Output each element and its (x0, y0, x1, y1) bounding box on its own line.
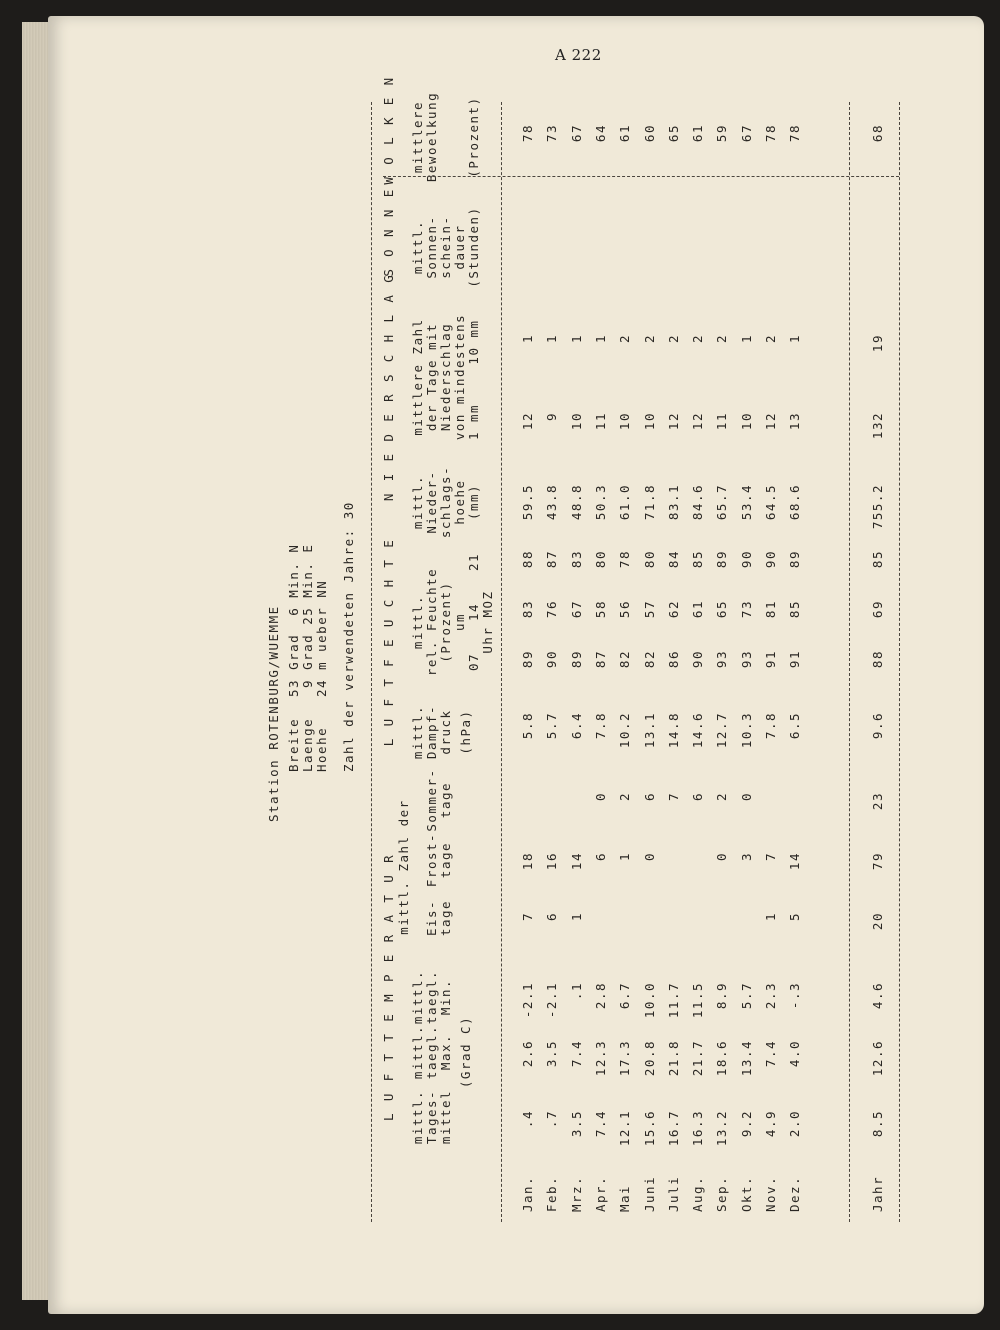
header-max: mittl. taegl. Max. (410, 1024, 453, 1080)
cell-mittel: 13.2 (714, 1110, 730, 1147)
cell-dampf: 6.4 (568, 712, 584, 740)
station-title: Station ROTENBURG/WUEMME (266, 605, 281, 822)
cell-f14: 69 (870, 600, 885, 619)
header-10mm: 10 mm (466, 319, 481, 365)
cell-dampf: 6.5 (787, 712, 803, 740)
cell-f14: 58 (592, 600, 608, 619)
cell-month: Feb. (544, 1175, 560, 1212)
cell-f14: 57 (641, 600, 657, 619)
cell-f14: 73 (738, 600, 754, 619)
cell-max: 17.3 (617, 1040, 633, 1077)
cell-n10: 1 (787, 334, 803, 344)
coord-value-breite: 53 Grad 6 Min. N (286, 543, 301, 697)
cell-n1: 132 (870, 412, 885, 440)
cell-nhoehe: 43.8 (544, 484, 560, 521)
cell-nhoehe: 68.6 (787, 484, 803, 521)
cell-dampf: 5.8 (520, 712, 535, 740)
cell-n1: 12 (520, 412, 535, 431)
cell-f21: 85 (690, 550, 706, 569)
cell-f14: 65 (714, 600, 730, 619)
cell-nhoehe: 64.5 (763, 484, 778, 521)
coord-label-hoehe: Hoehe (314, 726, 329, 772)
cell-f14: 85 (787, 600, 803, 619)
cell-min: 5.7 (738, 982, 754, 1010)
cell-mittel: 7.4 (592, 1110, 608, 1138)
header-min: mittl. taegl. Min. (410, 969, 453, 1025)
cell-month: Okt. (738, 1175, 754, 1212)
header-rule (501, 102, 502, 1222)
cell-mittel: 8.5 (870, 1110, 885, 1138)
cell-sommer: 23 (870, 792, 885, 811)
header-feuchte-07: 07 (466, 652, 481, 672)
cell-month: Mai (617, 1184, 633, 1212)
cell-sommer: 6 (641, 792, 657, 802)
cell-f07: 86 (665, 650, 681, 669)
cell-frost: 6 (592, 852, 608, 862)
cell-eis: 6 (544, 912, 560, 922)
cell-f14: 56 (617, 600, 633, 619)
header-sonnenschein: mittl. Sonnen- schein- dauer (410, 215, 467, 279)
cell-n1: 12 (665, 412, 681, 431)
header-mm: (mm) (466, 483, 481, 521)
cell-n1: 10 (568, 412, 584, 431)
cell-n10: 2 (617, 334, 633, 344)
cell-n1: 10 (617, 412, 633, 431)
cell-wolken: 67 (568, 124, 584, 143)
cell-n10: 2 (641, 334, 657, 344)
cell-dampf: 7.8 (763, 712, 778, 740)
group-sonne: S O N N E (381, 187, 396, 277)
cell-min: 10.0 (641, 982, 657, 1019)
cell-frost: 18 (520, 852, 535, 871)
header-tage-mit: mittlere Zahl der Tage mit Niederschlag von mindestens (410, 313, 467, 441)
cell-month: Mrz. (568, 1175, 584, 1212)
header-feuchte: mittl. rel. Feuchte (Prozent) um (410, 567, 467, 677)
cell-mittel: .7 (544, 1110, 560, 1129)
cell-frost: 7 (763, 852, 778, 862)
cell-min: 2.3 (763, 982, 778, 1010)
cell-n1: 10 (738, 412, 754, 431)
cell-month: Dez. (787, 1175, 803, 1212)
cell-nhoehe: 71.8 (641, 484, 657, 521)
header-uhr-moz: Uhr MOZ (480, 590, 495, 654)
cell-wolken: 64 (592, 124, 608, 143)
cell-eis: 1 (763, 912, 778, 922)
group-wolken: W O L K E N (381, 75, 396, 185)
cell-sommer: 2 (714, 792, 730, 802)
cell-max: 12.6 (870, 1040, 885, 1077)
cell-mittel: 16.7 (665, 1110, 681, 1147)
cell-mittel: 2.0 (787, 1110, 803, 1138)
cell-max: 21.8 (665, 1040, 681, 1077)
coord-label-laenge: Laenge (300, 717, 315, 772)
cell-dampf: 10.3 (738, 712, 754, 749)
cell-f21: 88 (520, 550, 535, 569)
cell-nhoehe: 65.7 (714, 484, 730, 521)
cell-min: 6.7 (617, 982, 633, 1010)
header-sommertage: Sommer- tage (424, 768, 453, 832)
header-grad-c: (Grad C) (458, 1015, 473, 1089)
cell-n1: 12 (763, 412, 778, 431)
cell-dampf: 10.2 (617, 712, 633, 749)
cell-f21: 89 (787, 550, 803, 569)
cell-n1: 10 (641, 412, 657, 431)
cell-max: 3.5 (544, 1040, 560, 1068)
years-used: Zahl der verwendeten Jahre: 30 (341, 501, 356, 772)
cell-frost: 0 (714, 852, 730, 862)
cell-dampf: 9.6 (870, 712, 885, 740)
cell-n1: 9 (544, 412, 560, 422)
cell-f07: 82 (617, 650, 633, 669)
cell-mittel: .4 (520, 1110, 535, 1129)
cell-max: 12.3 (592, 1040, 608, 1077)
header-eistage: Eis- tage (424, 899, 453, 937)
cell-n10: 1 (544, 334, 560, 344)
cell-min: 8.9 (714, 982, 730, 1010)
cell-f07: 90 (544, 650, 560, 669)
cell-month: Nov. (763, 1175, 778, 1212)
cell-max: 4.0 (787, 1040, 803, 1068)
cell-f07: 91 (787, 650, 803, 669)
header-frosttage: Frost- tage (424, 832, 453, 888)
cell-max: 21.7 (690, 1040, 706, 1077)
cell-f14: 81 (763, 600, 778, 619)
cell-dampf: 14.8 (665, 712, 681, 749)
header-1mm: 1 mm (466, 403, 481, 441)
cell-f07: 82 (641, 650, 657, 669)
cell-wolken: 78 (787, 124, 803, 143)
rotated-climate-table (265, 75, 905, 1222)
group-lufttemperatur: L U F T T E M P E R A T U R (381, 853, 396, 1121)
coord-value-laenge: 9 Grad 25 Min. E (300, 543, 315, 697)
cell-nhoehe: 83.1 (665, 484, 681, 521)
cell-max: 13.4 (738, 1040, 754, 1077)
cell-min: 2.8 (592, 982, 608, 1010)
cell-mittel: 12.1 (617, 1110, 633, 1147)
year-rule-top (849, 102, 850, 1222)
cell-f21: 89 (714, 550, 730, 569)
cell-dampf: 13.1 (641, 712, 657, 749)
cell-wolken: 59 (714, 124, 730, 143)
header-hpa: (hPa) (458, 709, 473, 755)
cell-wolken: 78 (520, 124, 535, 143)
cell-n10: 1 (592, 334, 608, 344)
cell-f07: 88 (870, 650, 885, 669)
cell-f14: 61 (690, 600, 706, 619)
cell-f21: 84 (665, 550, 681, 569)
coord-label-breite: Breite (286, 717, 301, 772)
cell-wolken: 68 (870, 124, 885, 143)
header-dampfdruck: mittl. Dampf- druck (410, 704, 453, 760)
cell-n10: 2 (690, 334, 706, 344)
cell-f21: 90 (738, 550, 754, 569)
header-stunden: (Stunden) (466, 206, 481, 288)
cell-f21: 80 (592, 550, 608, 569)
cell-nhoehe: 50.3 (592, 484, 608, 521)
cell-max: 2.6 (520, 1040, 535, 1068)
cell-f14: 83 (520, 600, 535, 619)
cell-f07: 89 (568, 650, 584, 669)
cell-n10: 1 (520, 334, 535, 344)
cell-f07: 90 (690, 650, 706, 669)
cell-sommer: 0 (592, 792, 608, 802)
cell-month: Sep. (714, 1175, 730, 1212)
cell-min: .1 (568, 982, 584, 1001)
cell-n10: 1 (568, 334, 584, 344)
cell-eis: 5 (787, 912, 803, 922)
cell-month: Jahr (870, 1175, 885, 1212)
cell-wolken: 78 (763, 124, 778, 143)
header-prozent: (Prozent) (466, 96, 481, 178)
cell-month: Apr. (592, 1175, 608, 1212)
cell-month: Juli (665, 1175, 681, 1212)
cell-min: 11.7 (665, 982, 681, 1019)
cell-nhoehe: 61.0 (617, 484, 633, 521)
cell-frost: 14 (568, 852, 584, 871)
cell-dampf: 7.8 (592, 712, 608, 740)
cell-month: Aug. (690, 1175, 706, 1212)
cell-wolken: 67 (738, 124, 754, 143)
cell-f14: 76 (544, 600, 560, 619)
cell-n1: 11 (714, 412, 730, 431)
cell-f21: 87 (544, 550, 560, 569)
cell-n10: 19 (870, 334, 885, 353)
cell-max: 7.4 (568, 1040, 584, 1068)
cell-f07: 87 (592, 650, 608, 669)
cell-n1: 13 (787, 412, 803, 431)
cell-frost: 16 (544, 852, 560, 871)
cell-n10: 2 (665, 334, 681, 344)
cell-n1: 11 (592, 412, 608, 431)
cell-wolken: 61 (617, 124, 633, 143)
cell-mittel: 16.3 (690, 1110, 706, 1147)
cell-min: -2.1 (520, 982, 535, 1019)
cell-min: 11.5 (690, 982, 706, 1019)
group-luftfeuchte: L U F T F E U C H T E (381, 537, 396, 747)
header-tagesmittel: mittl. Tages- mittel (410, 1089, 453, 1145)
cell-min: -2.1 (544, 982, 560, 1019)
cell-n10: 2 (763, 334, 778, 344)
cell-f07: 91 (763, 650, 778, 669)
cell-frost: 79 (870, 852, 885, 871)
header-niederschlagshoehe: mittl. Nieder- schlags- hoehe (410, 465, 467, 539)
wolken-divider (383, 176, 899, 177)
cell-nhoehe: 755.2 (870, 484, 885, 530)
cell-n10: 2 (714, 334, 730, 344)
cell-sommer: 2 (617, 792, 633, 802)
cell-frost: 3 (738, 852, 754, 862)
group-niederschlag: N I E D E R S C H L A G (381, 272, 396, 502)
cell-wolken: 60 (641, 124, 657, 143)
cell-f07: 93 (714, 650, 730, 669)
cell-mittel: 15.6 (641, 1110, 657, 1147)
page-number: A 222 (555, 46, 602, 64)
cell-mittel: 4.9 (763, 1110, 778, 1138)
cell-month: Jan. (520, 1175, 535, 1212)
cell-wolken: 73 (544, 124, 560, 143)
header-feuchte-14: 14 (466, 602, 481, 622)
coord-value-hoehe: 24 m ueber NN (314, 579, 329, 697)
cell-frost: 0 (641, 852, 657, 862)
cell-f21: 90 (763, 550, 778, 569)
cell-eis: 7 (520, 912, 535, 922)
cell-sommer: 6 (690, 792, 706, 802)
cell-dampf: 14.6 (690, 712, 706, 749)
cell-wolken: 61 (690, 124, 706, 143)
cell-wolken: 65 (665, 124, 681, 143)
cell-n10: 1 (738, 334, 754, 344)
cell-dampf: 5.7 (544, 712, 560, 740)
cell-min: -.3 (787, 982, 803, 1010)
cell-f21: 80 (641, 550, 657, 569)
cell-frost: 1 (617, 852, 633, 862)
bottom-rule (899, 102, 900, 1222)
cell-min: 4.6 (870, 982, 885, 1010)
cell-eis: 1 (568, 912, 584, 922)
header-bewoelkung: mittlere Bewoelkung (410, 91, 439, 183)
cell-f07: 93 (738, 650, 754, 669)
cell-max: 20.8 (641, 1040, 657, 1077)
cell-f07: 89 (520, 650, 535, 669)
cell-nhoehe: 53.4 (738, 484, 754, 521)
header-feuchte-21: 21 (466, 552, 481, 572)
cell-dampf: 12.7 (714, 712, 730, 749)
cell-f21: 85 (870, 550, 885, 569)
cell-max: 18.6 (714, 1040, 730, 1077)
cell-nhoehe: 48.8 (568, 484, 584, 521)
cell-eis: 20 (870, 912, 885, 931)
cell-f14: 62 (665, 600, 681, 619)
header-zahl-der: mittl. Zahl der (396, 799, 411, 935)
cell-month: Juni (641, 1175, 657, 1212)
cell-f21: 83 (568, 550, 584, 569)
cell-f14: 67 (568, 600, 584, 619)
cell-mittel: 3.5 (568, 1110, 584, 1138)
cell-mittel: 9.2 (738, 1110, 754, 1138)
cell-nhoehe: 59.5 (520, 484, 535, 521)
cell-max: 7.4 (763, 1040, 778, 1068)
cell-frost: 14 (787, 852, 803, 871)
cell-sommer: 0 (738, 792, 754, 802)
cell-sommer: 7 (665, 792, 681, 802)
cell-f21: 78 (617, 550, 633, 569)
cell-n1: 12 (690, 412, 706, 431)
top-rule (371, 102, 372, 1222)
cell-nhoehe: 84.6 (690, 484, 706, 521)
